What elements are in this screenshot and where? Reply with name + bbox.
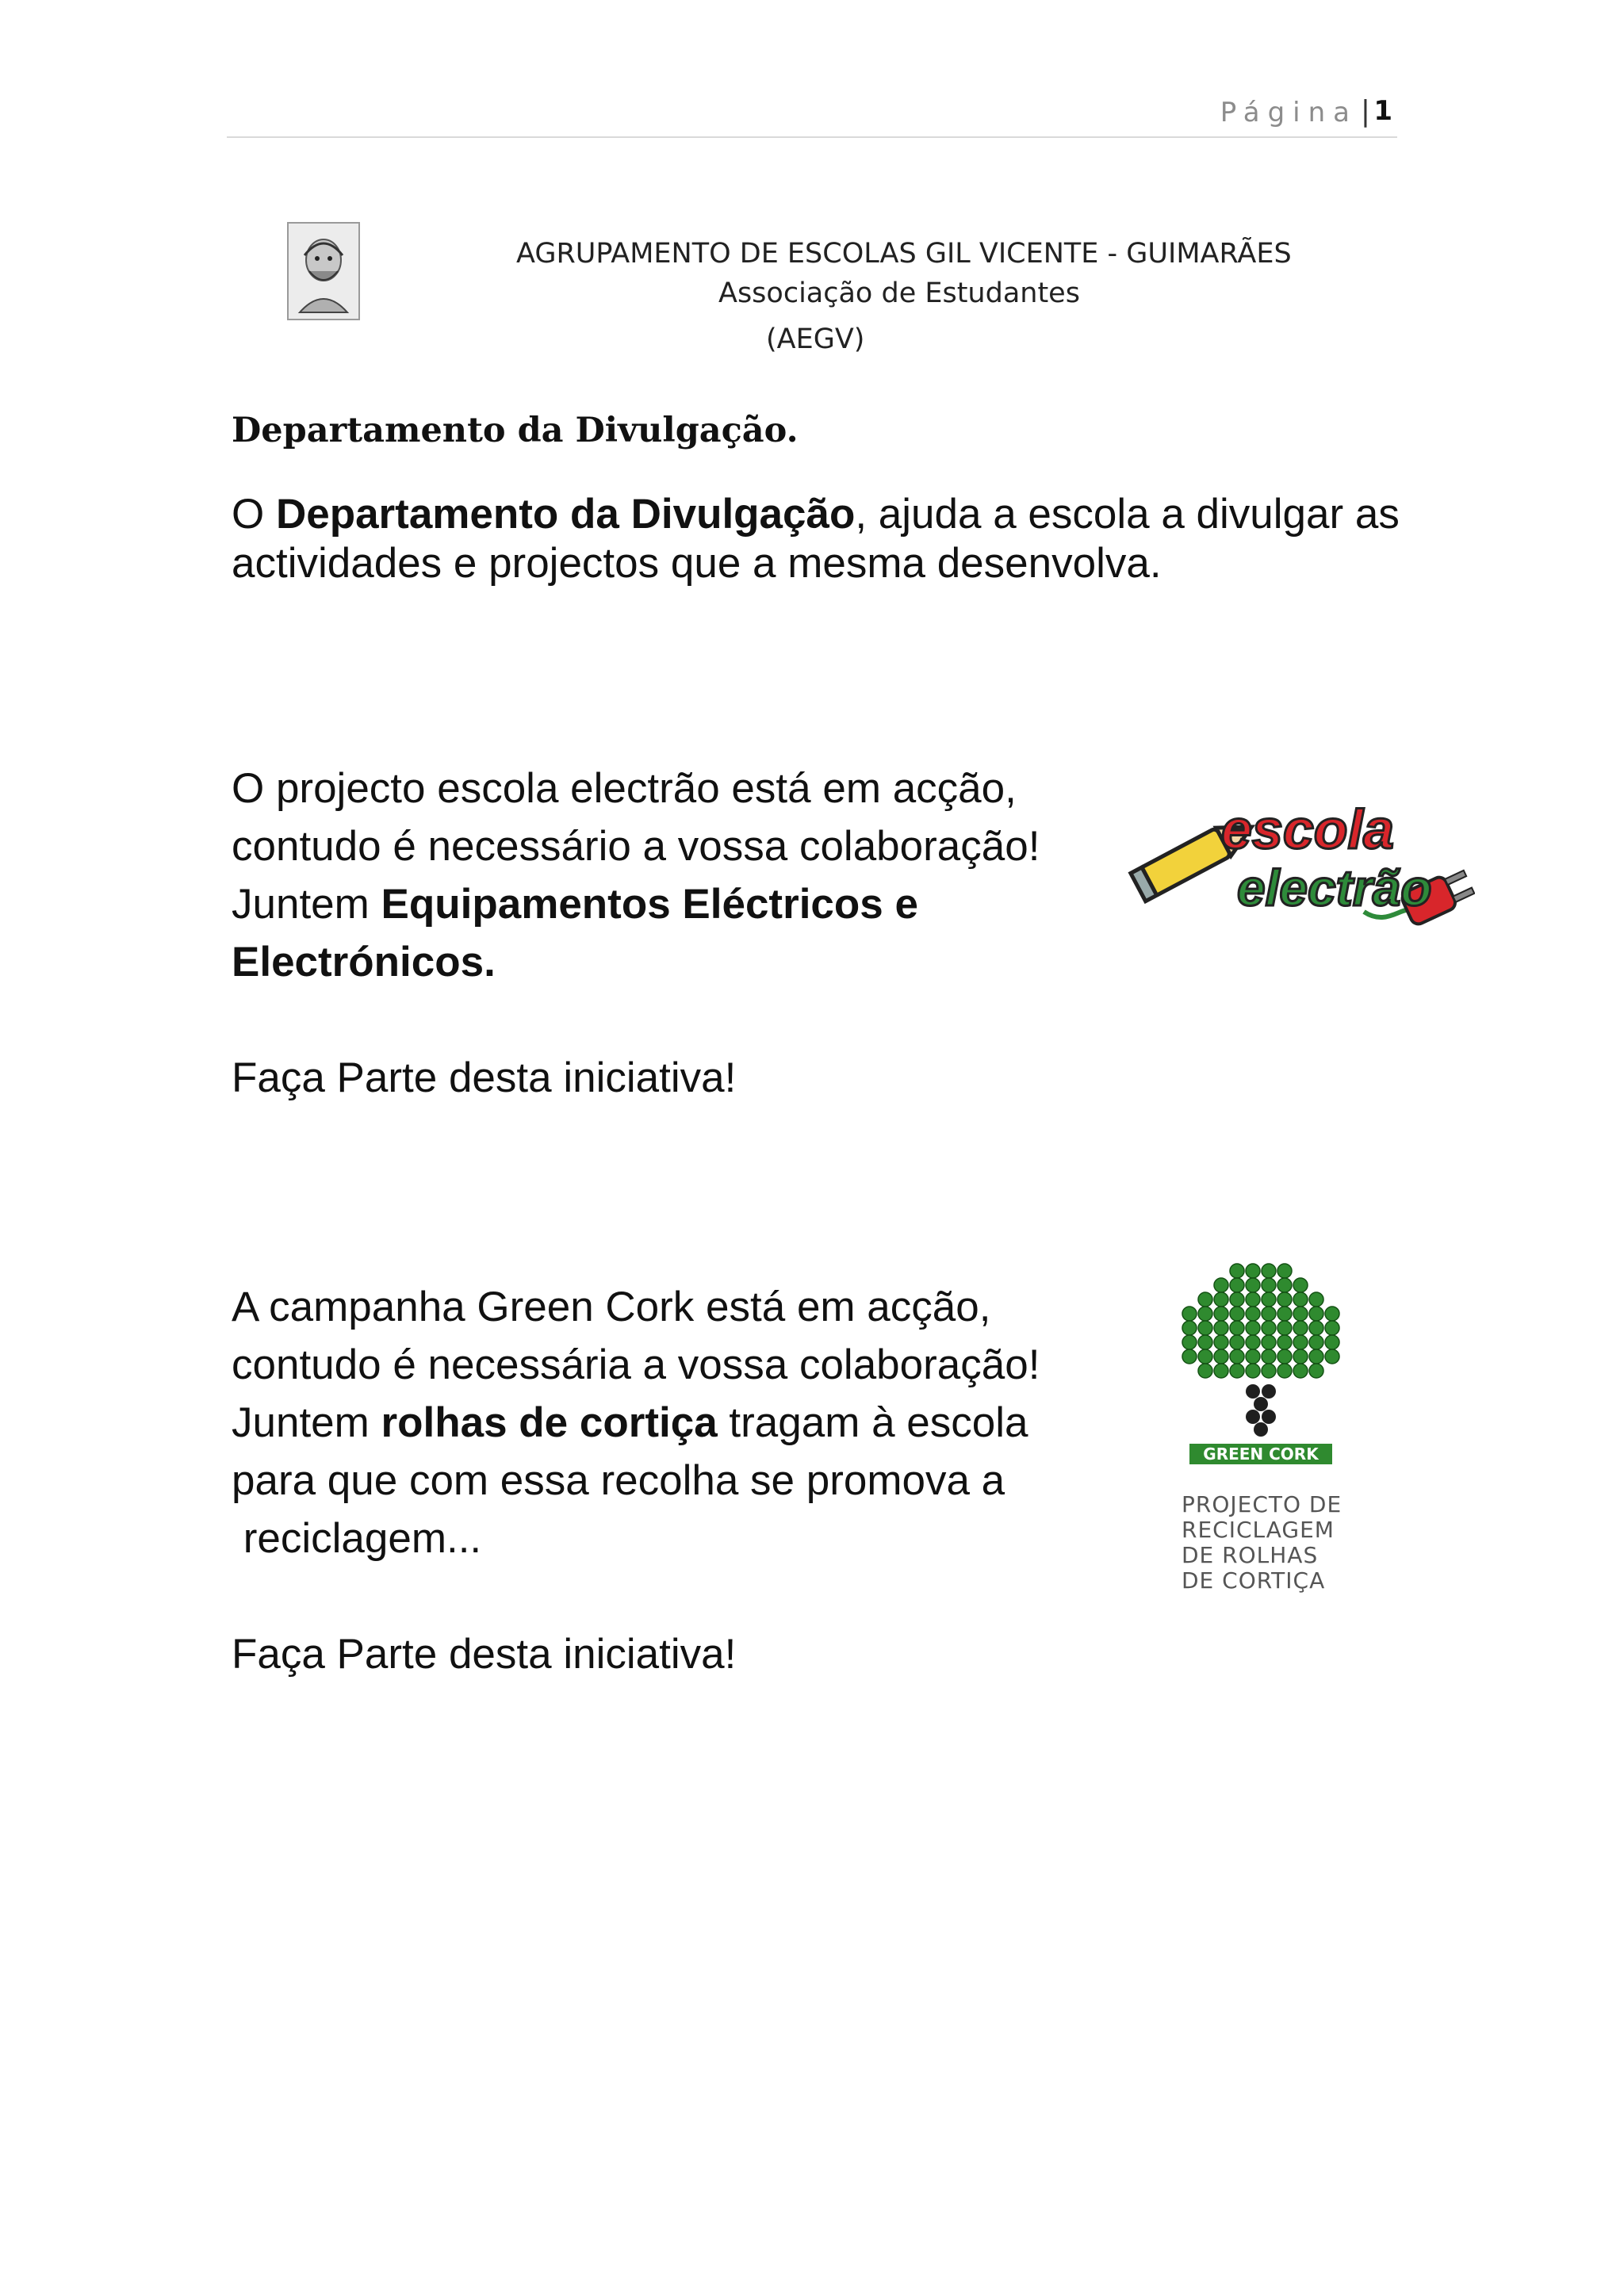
cork-canopy-dot <box>1277 1364 1292 1378</box>
green-cork-banner-text: GREEN CORK <box>1203 1445 1319 1464</box>
escola-logo-word1: escola <box>1221 798 1394 860</box>
escola-line-3-bold: Equipamentos Eléctricos e <box>381 881 918 928</box>
cork-canopy-dot <box>1262 1307 1276 1321</box>
cork-line-4: para que com essa recolha se promova a <box>232 1457 1005 1504</box>
cork-canopy-dot <box>1198 1307 1212 1321</box>
cork-canopy-dot <box>1277 1307 1292 1321</box>
cork-line-3-suffix: tragam à escola <box>717 1399 1028 1446</box>
cork-canopy-dot <box>1262 1278 1276 1292</box>
cork-canopy-dot <box>1182 1307 1197 1321</box>
cork-canopy-dot <box>1277 1335 1292 1349</box>
org-association: Associação de Estudantes <box>718 277 1080 309</box>
cork-canopy-dot <box>1182 1321 1197 1335</box>
cork-canopy-dot <box>1293 1349 1308 1364</box>
cork-canopy-dot <box>1246 1264 1260 1278</box>
cork-line-3 <box>232 1394 1120 1452</box>
cork-line-5: reciclagem... <box>232 1515 482 1562</box>
escola-cta: Faça Parte desta iniciativa! <box>232 1054 737 1101</box>
escola-logo-word2: electrão <box>1237 859 1432 916</box>
cork-canopy-dot <box>1182 1335 1197 1349</box>
cork-canopy-dot <box>1325 1321 1339 1335</box>
cork-canopy-dot <box>1262 1321 1276 1335</box>
cork-canopy-dot <box>1198 1292 1212 1307</box>
cork-canopy-dot <box>1246 1349 1260 1364</box>
page-label: Página <box>1220 97 1358 128</box>
cork-caption-4: DE CORTIÇA <box>1182 1567 1326 1594</box>
cork-canopy-dot <box>1309 1307 1323 1321</box>
cork-canopy-dot <box>1214 1292 1228 1307</box>
tree-trunk-icon <box>1246 1384 1276 1437</box>
cork-canopy-dot <box>1230 1264 1244 1278</box>
cork-canopy-dot <box>1246 1364 1260 1378</box>
org-name: AGRUPAMENTO DE ESCOLAS GIL VICENTE - GUIMARÃES <box>516 238 1292 270</box>
escola-electrao-logo <box>1126 793 1475 951</box>
cork-trunk-dot <box>1262 1384 1276 1399</box>
escola-line-3 <box>232 875 1120 933</box>
intro-prefix: O <box>232 491 276 538</box>
cork-canopy-dot <box>1198 1335 1212 1349</box>
escola-electrao-section <box>232 760 1120 1107</box>
cork-canopy-dot <box>1325 1349 1339 1364</box>
cork-canopy-dot <box>1214 1278 1228 1292</box>
cork-trunk-dot <box>1246 1384 1260 1399</box>
cork-canopy-dot <box>1293 1364 1308 1378</box>
escola-line-3-prefix: Juntem <box>232 881 381 928</box>
intro-bold: Departamento da Divulgação <box>275 491 856 538</box>
cork-canopy-dot <box>1246 1278 1260 1292</box>
cork-canopy-dot <box>1230 1364 1244 1378</box>
cork-canopy-dot <box>1309 1349 1323 1364</box>
intro-paragraph <box>232 490 1421 588</box>
cork-canopy-dot <box>1262 1264 1276 1278</box>
escola-line-2: contudo é necessário a vossa colaboração! <box>232 823 1040 870</box>
page-separator: | <box>1360 95 1370 128</box>
escola-line-4 <box>232 933 1120 991</box>
cork-canopy-dot <box>1293 1335 1308 1349</box>
cork-caption-3: DE ROLHAS <box>1182 1542 1319 1568</box>
cork-canopy-dot <box>1293 1292 1308 1307</box>
cork-canopy-dot <box>1309 1364 1323 1378</box>
cork-caption <box>1182 1492 1356 1594</box>
cork-canopy-dot <box>1198 1364 1212 1378</box>
tree-canopy-icon <box>1182 1264 1339 1378</box>
cork-canopy-dot <box>1214 1364 1228 1378</box>
cork-canopy-dot <box>1198 1349 1212 1364</box>
cork-canopy-dot <box>1309 1321 1323 1335</box>
cork-caption-1: PROJECTO DE <box>1182 1491 1342 1517</box>
cork-canopy-dot <box>1262 1349 1276 1364</box>
page-number: 1 <box>1373 95 1392 127</box>
cork-canopy-dot <box>1277 1321 1292 1335</box>
cork-cta: Faça Parte desta iniciativa! <box>232 1631 737 1678</box>
cork-canopy-dot <box>1293 1278 1308 1292</box>
cork-canopy-dot <box>1230 1278 1244 1292</box>
cork-caption-2: RECICLAGEM <box>1182 1517 1335 1543</box>
page-header <box>227 94 1397 138</box>
cork-canopy-dot <box>1293 1307 1308 1321</box>
cork-line-1: A campanha Green Cork está em acção, <box>232 1284 991 1330</box>
cork-canopy-dot <box>1230 1292 1244 1307</box>
cork-canopy-dot <box>1182 1349 1197 1364</box>
cork-canopy-dot <box>1262 1364 1276 1378</box>
cork-canopy-dot <box>1230 1307 1244 1321</box>
cork-canopy-dot <box>1277 1264 1292 1278</box>
escola-line-1: O projecto escola electrão está em acção, <box>232 765 1017 812</box>
cork-canopy-dot <box>1262 1335 1276 1349</box>
cork-canopy-dot <box>1309 1335 1323 1349</box>
cork-canopy-dot <box>1230 1335 1244 1349</box>
cork-line-3-prefix: Juntem <box>232 1399 381 1446</box>
org-acronym: (AEGV) <box>766 323 865 355</box>
department-title: Departamento da Divulgação. <box>232 411 799 450</box>
cork-canopy-dot <box>1230 1349 1244 1364</box>
cork-trunk-dot <box>1254 1422 1268 1437</box>
escola-line-4-bold: Electrónicos. <box>232 939 496 985</box>
cork-canopy-dot <box>1214 1307 1228 1321</box>
cork-canopy-dot <box>1246 1307 1260 1321</box>
cork-trunk-dot <box>1254 1397 1268 1411</box>
cork-canopy-dot <box>1293 1321 1308 1335</box>
school-logo <box>287 222 360 320</box>
cork-canopy-dot <box>1262 1292 1276 1307</box>
cork-line-3-bold: rolhas de cortiça <box>381 1399 718 1446</box>
cork-canopy-dot <box>1246 1335 1260 1349</box>
cork-canopy-dot <box>1277 1349 1292 1364</box>
cork-canopy-dot <box>1277 1278 1292 1292</box>
cork-trunk-dot <box>1262 1410 1276 1424</box>
cork-trunk-dot <box>1246 1410 1260 1424</box>
cork-canopy-dot <box>1214 1335 1228 1349</box>
cork-canopy-dot <box>1325 1335 1339 1349</box>
intro-suffix: , ajuda a escola a divulgar as actividades e projectos que a mesma desenvolva. <box>232 491 1400 587</box>
cork-canopy-dot <box>1309 1292 1323 1307</box>
cork-line-2: contudo é necessária a vossa colaboração! <box>232 1341 1040 1388</box>
cork-canopy-dot <box>1277 1292 1292 1307</box>
cork-canopy-dot <box>1325 1307 1339 1321</box>
cork-canopy-dot <box>1214 1349 1228 1364</box>
cork-canopy-dot <box>1246 1292 1260 1307</box>
cork-canopy-dot <box>1230 1321 1244 1335</box>
cork-canopy-dot <box>1198 1321 1212 1335</box>
green-cork-section <box>232 1278 1120 1683</box>
cork-canopy-dot <box>1214 1321 1228 1335</box>
cork-canopy-dot <box>1246 1321 1260 1335</box>
